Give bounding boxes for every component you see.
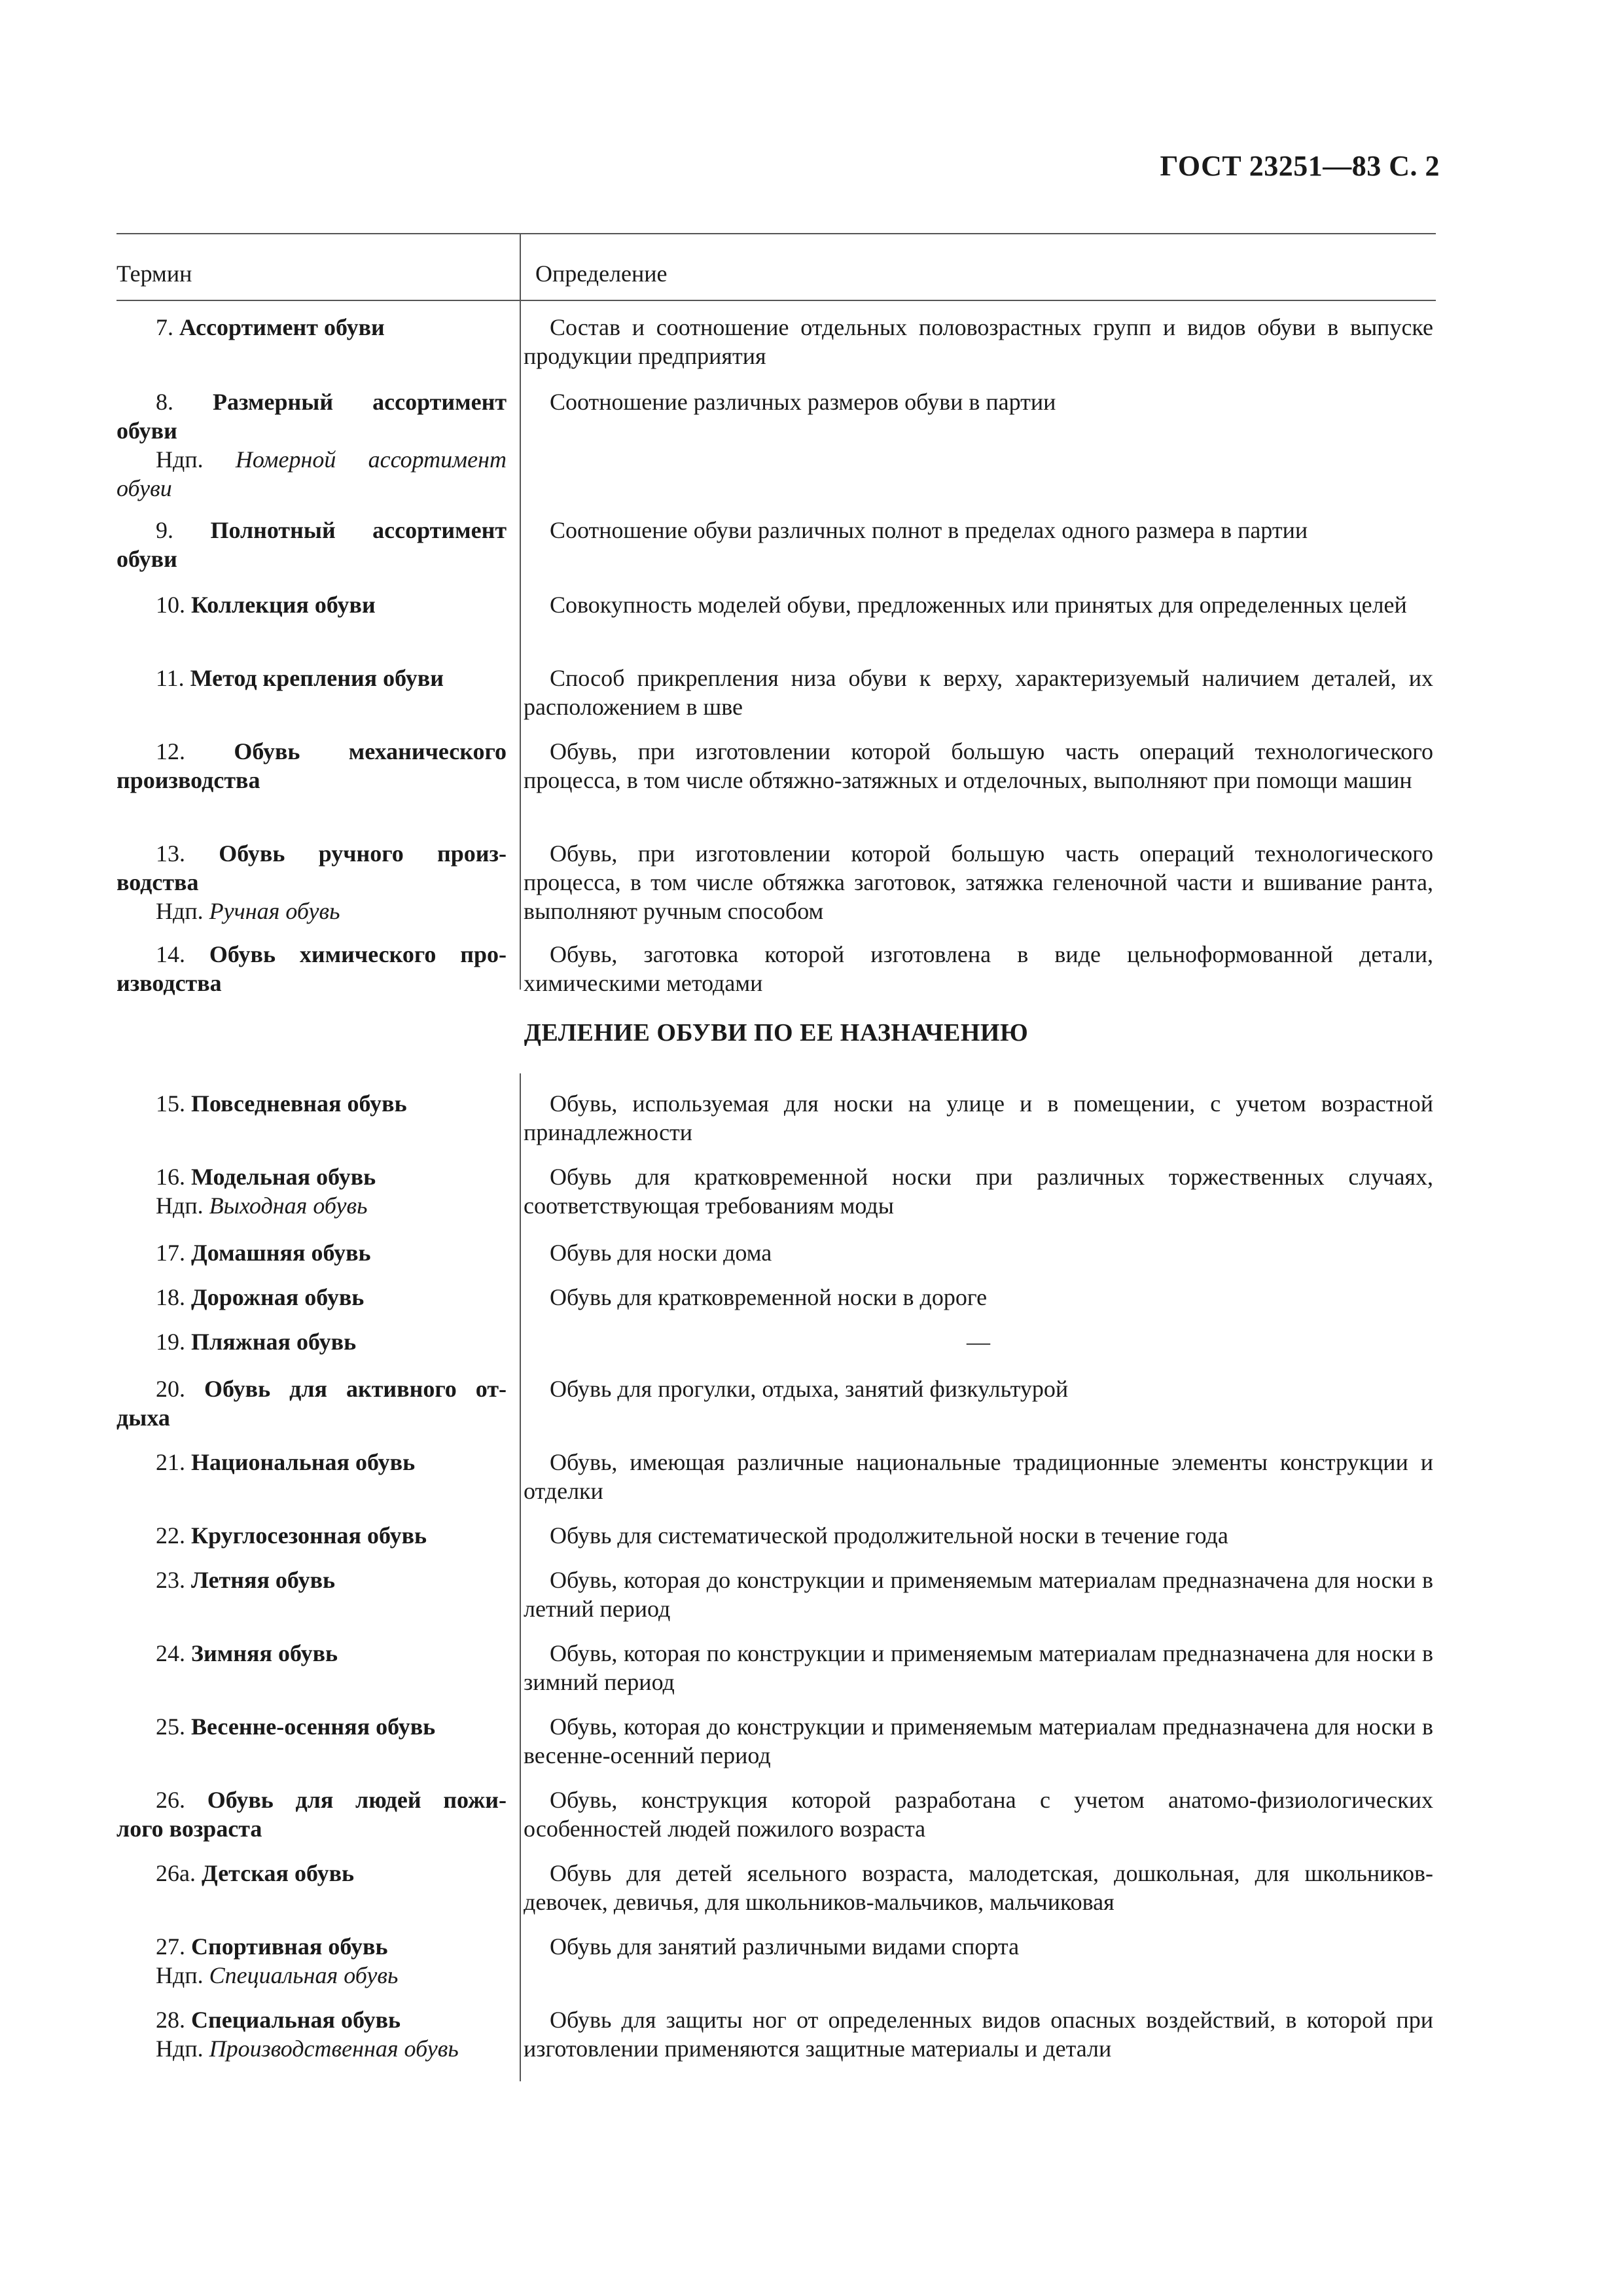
term-cell [116, 2005, 509, 2063]
term-line [116, 737, 507, 766]
definition-cell [524, 1327, 1433, 1356]
term-number: 24. [156, 1640, 185, 1666]
term-name: Обувь механического [234, 738, 507, 764]
definition-cell [524, 664, 1433, 721]
definition-text: Соотношение различных размеров обуви в партии [550, 389, 1056, 415]
section-title: ДЕЛЕНИЕ ОБУВИ ПО ЕЕ НАЗНАЧЕНИЮ [524, 1019, 1029, 1047]
term-cell [116, 940, 509, 997]
document-code: ГОСТ 23251—83 С. 2 [1160, 150, 1440, 182]
term-line [116, 1712, 507, 1741]
term-number: 10. [156, 592, 185, 618]
table-row [116, 387, 1436, 503]
term-name: Обувь для активного от- [204, 1376, 507, 1402]
synonym-label: Ндп. [156, 2036, 204, 2062]
term-line [116, 664, 507, 692]
table-row [116, 839, 1436, 925]
definition-cell [524, 1566, 1433, 1623]
term-name: Спортивная обувь [191, 1933, 388, 1960]
term-name: Обувь ручного произ- [219, 840, 507, 867]
term-name: Модельная обувь [191, 1164, 376, 1190]
definition-text: Соотношение обуви различных полнот в пределах одного размера в партии [550, 517, 1308, 543]
term-name: Коллекция обуви [191, 592, 376, 618]
table-row [116, 1639, 1436, 1696]
term-name: Домашняя обувь [191, 1240, 371, 1266]
definition-cell [524, 590, 1433, 619]
term-cell [116, 387, 509, 503]
term-name: Дорожная обувь [191, 1284, 365, 1310]
term-cell [116, 516, 509, 573]
term-cell [116, 839, 509, 925]
definition-text: Обувь для защиты ног от определенных видов опасных воздействий, в которой при изготовлении применяются защитные материалы и детали [524, 2007, 1433, 2062]
term-cell [116, 1448, 509, 1505]
term-line [116, 940, 507, 969]
term-name: Весенне-осенняя обувь [191, 1713, 436, 1740]
definition-text: Обувь для кратковременной носки при различных торжественных случаях, соответствующая требованиям моды [524, 1164, 1433, 1219]
definition-text: Обувь, используемая для носки на улице и в помещении, с учетом возрастной принадлежности [524, 1090, 1433, 1145]
term-number: 26. [156, 1787, 185, 1813]
table-row [116, 1859, 1436, 1916]
term-number: 14. [156, 941, 185, 967]
term-name: Специальная обувь [191, 2007, 401, 2033]
definition-text: Обувь для систематической продолжительной носки в течение года [550, 1522, 1228, 1549]
term-name: Обувь для людей пожи- [207, 1787, 507, 1813]
table-row [116, 1521, 1436, 1550]
definition-text: Обувь, которая по конструкции и применяемым материалам предназначена для носки в зимний период [524, 1640, 1433, 1695]
term-number: 25. [156, 1713, 185, 1740]
term-number: 7. [156, 314, 173, 340]
term-line [116, 1521, 507, 1550]
synonym-label: Ндп. [156, 898, 204, 924]
definition-cell [524, 313, 1433, 370]
definition-cell [524, 839, 1433, 925]
table-row [116, 1162, 1436, 1220]
term-cell [116, 1283, 509, 1312]
definition-cell [524, 387, 1433, 503]
definition-cell [524, 1448, 1433, 1505]
definition-text: Обувь, при изготовлении которой большую часть операций технологического процесса, в том числе обтяжно-затяжных и отделочных, выполняют при помощи машин [524, 738, 1433, 793]
term-line [116, 1859, 507, 1888]
definition-cell [524, 1374, 1433, 1432]
term-cell [116, 1374, 509, 1432]
definition-text: Обувь для детей ясельного возраста, малодетская, дошкольная, для школьников-девочек, девичья, для школьников-мальчиков, мальчиковая [524, 1860, 1433, 1915]
term-name: Ассортимент обуви [179, 314, 385, 340]
definition-cell [524, 2005, 1433, 2063]
term-number: 19. [156, 1329, 185, 1355]
definition-cell [524, 1521, 1433, 1550]
definition-text: Обувь для занятий различными видами спорта [550, 1933, 1020, 1960]
definition-cell [524, 1283, 1433, 1312]
term-name: Размерный ассортимент [213, 389, 507, 415]
synonym-text: Ручная обувь [209, 898, 340, 924]
term-cell [116, 737, 509, 795]
term-cell [116, 1162, 509, 1220]
term-number: 9. [156, 517, 173, 543]
term-line [116, 313, 507, 342]
table-row [116, 1374, 1436, 1432]
definition-text: Обувь, которая до конструкции и применяемым материалам предназначена для носки в весенне-осенний период [524, 1713, 1433, 1768]
term-cell [116, 664, 509, 721]
synonym-label: Ндп. [156, 1193, 204, 1219]
definition-cell [524, 737, 1433, 795]
term-name: Национальная обувь [191, 1449, 416, 1475]
definition-text: Обувь для прогулки, отдыха, занятий физкультурой [550, 1376, 1069, 1402]
term-cell [116, 1932, 509, 1990]
table-row [116, 2005, 1436, 2063]
definition-cell [524, 1932, 1433, 1990]
term-line [116, 2005, 507, 2034]
term-cell [116, 1859, 509, 1916]
term-cell [116, 1566, 509, 1623]
table-row [116, 313, 1436, 370]
rejected-synonym-continued [116, 474, 507, 503]
term-number: 21. [156, 1449, 185, 1475]
definition-cell [524, 1639, 1433, 1696]
term-number: 28. [156, 2007, 185, 2033]
term-name: Полнотный ассортимент [210, 517, 507, 543]
table-row [116, 1448, 1436, 1505]
definition-text: Обувь, при изготовлении которой большую часть операций технологического процесса, в том числе обтяжка заготовок, затяжка геленочной части и вшивание ранта, выполняют ручным способом [524, 840, 1433, 924]
table-row [116, 737, 1436, 795]
definition-text: Совокупность моделей обуви, предложенных или принятых для определенных целей [550, 592, 1407, 618]
term-number: 15. [156, 1090, 185, 1117]
table-row [116, 1785, 1436, 1843]
table-row [116, 590, 1436, 619]
term-name-continued: изводства [116, 970, 222, 996]
term-cell [116, 1521, 509, 1550]
term-name: Повседневная обувь [191, 1090, 407, 1117]
definition-text: — [967, 1329, 990, 1355]
term-name-continued: обуви [116, 546, 177, 572]
term-line [116, 590, 507, 619]
term-line [116, 1374, 507, 1403]
synonym-text: Выходная обувь [209, 1193, 368, 1219]
column-header-definition: Определение [535, 260, 668, 287]
term-cell [116, 1639, 509, 1696]
rejected-synonym [116, 1191, 507, 1220]
rejected-synonym [116, 445, 507, 474]
term-line [116, 387, 507, 416]
term-name-continued: производства [116, 767, 260, 793]
table-header-rule [116, 300, 1436, 301]
term-name: Детская обувь [201, 1860, 355, 1886]
table-row [116, 1238, 1436, 1267]
synonym-label: Ндп. [156, 446, 204, 473]
table-row [116, 664, 1436, 721]
term-number: 23. [156, 1567, 185, 1593]
definition-text: Обувь для кратковременной носки в дороге [550, 1284, 988, 1310]
table-row [116, 1566, 1436, 1623]
table-row [116, 516, 1436, 573]
table-top-rule [116, 233, 1436, 234]
definition-cell [524, 1162, 1433, 1220]
definition-cell [524, 1859, 1433, 1916]
term-name-continued: обуви [116, 418, 177, 444]
term-line [116, 516, 507, 545]
term-name: Метод крепления обуви [190, 665, 444, 691]
table-row [116, 1712, 1436, 1770]
term-line [116, 1639, 507, 1668]
term-line [116, 1283, 507, 1312]
term-cell [116, 313, 509, 370]
term-cell [116, 1712, 509, 1770]
term-cell [116, 1089, 509, 1147]
term-line [116, 1448, 507, 1477]
term-name-continued: лого возраста [116, 1816, 262, 1842]
term-line [116, 1566, 507, 1594]
term-number: 22. [156, 1522, 185, 1549]
definition-cell [524, 940, 1433, 997]
table-row [116, 1932, 1436, 1990]
term-line [116, 1238, 507, 1267]
term-name: Пляжная обувь [191, 1329, 357, 1355]
term-number: 17. [156, 1240, 185, 1266]
term-line [116, 1089, 507, 1118]
definition-cell [524, 1785, 1433, 1843]
term-name-continued: дыха [116, 1405, 170, 1431]
synonym-text: Номерной ассортимент [235, 446, 507, 473]
definition-cell [524, 1089, 1433, 1147]
term-cell [116, 590, 509, 619]
term-line [116, 1162, 507, 1191]
term-name: Летняя обувь [191, 1567, 336, 1593]
definition-cell [524, 1238, 1433, 1267]
synonym-text: Производственная обувь [209, 2036, 459, 2062]
table-row [116, 940, 1436, 997]
rejected-synonym [116, 1961, 507, 1990]
definition-cell [524, 1712, 1433, 1770]
definition-text: Обувь для носки дома [550, 1240, 772, 1266]
definition-text: Способ прикрепления низа обуви к верху, характеризуемый наличием деталей, их расположением в шве [524, 665, 1433, 720]
term-line [116, 839, 507, 868]
term-name: Круглосезонная обувь [191, 1522, 427, 1549]
table-row [116, 1327, 1436, 1356]
term-name-continued: водства [116, 869, 199, 895]
definition-text: Обувь, заготовка которой изготовлена в виде цельноформованной детали, химическими методами [524, 941, 1433, 996]
definition-text: Обувь, имеющая различные национальные традиционные элементы конструкции и отделки [524, 1449, 1433, 1504]
term-number: 26а. [156, 1860, 196, 1886]
term-number: 12. [156, 738, 185, 764]
term-number: 11. [156, 665, 185, 691]
term-cell [116, 1238, 509, 1267]
synonym-text-continued: обуви [116, 475, 172, 501]
rejected-synonym [116, 2034, 507, 2063]
term-cell [116, 1327, 509, 1356]
table-row [116, 1089, 1436, 1147]
definition-text: Обувь, конструкция которой разработана с учетом анатомо-физиологических особенностей людей пожилого возраста [524, 1787, 1433, 1842]
term-line [116, 1327, 507, 1356]
term-number: 27. [156, 1933, 185, 1960]
table-row [116, 1283, 1436, 1312]
term-number: 13. [156, 840, 185, 867]
term-number: 16. [156, 1164, 185, 1190]
column-header-term: Термин [116, 260, 192, 287]
rejected-synonym [116, 897, 507, 925]
term-number: 18. [156, 1284, 185, 1310]
synonym-text: Специальная обувь [209, 1962, 399, 1988]
definition-text: Состав и соотношение отдельных половозрастных групп и видов обуви в выпуске продукции предприятия [524, 314, 1433, 369]
term-line [116, 1932, 507, 1961]
synonym-label: Ндп. [156, 1962, 204, 1988]
term-number: 20. [156, 1376, 185, 1402]
term-name: Обувь химического про- [209, 941, 507, 967]
definition-text: Обувь, которая до конструкции и применяемым материалам предназначена для носки в летний период [524, 1567, 1433, 1622]
term-number: 8. [156, 389, 173, 415]
term-cell [116, 1785, 509, 1843]
term-line [116, 1785, 507, 1814]
term-name: Зимняя обувь [191, 1640, 338, 1666]
definition-cell [524, 516, 1433, 573]
